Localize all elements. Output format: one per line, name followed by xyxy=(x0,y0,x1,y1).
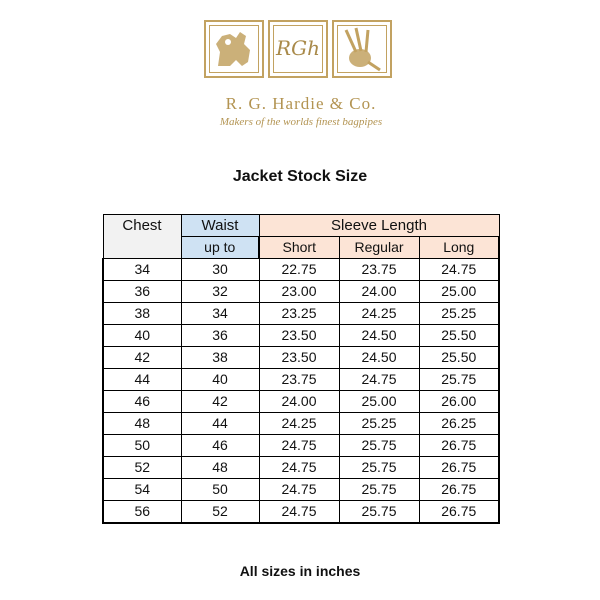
cell-regular: 25.75 xyxy=(339,435,419,457)
cell-waist: 46 xyxy=(181,435,259,457)
brand-name: R. G. Hardie & Co. xyxy=(225,94,377,113)
brand-tagline: Makers of the worlds finest bagpipes xyxy=(219,116,383,128)
cell-long: 26.00 xyxy=(419,391,499,413)
header-chest: Chest xyxy=(103,215,181,259)
cell-regular: 24.50 xyxy=(339,347,419,369)
size-table xyxy=(102,214,500,524)
footer-note: All sizes in inches xyxy=(239,563,361,579)
header-waist: Waist xyxy=(181,215,259,237)
cell-long: 26.75 xyxy=(419,501,499,524)
cell-short: 24.00 xyxy=(259,391,339,413)
cell-chest: 38 xyxy=(103,303,181,325)
cell-waist: 40 xyxy=(181,369,259,391)
cell-chest: 50 xyxy=(103,435,181,457)
cell-short: 23.50 xyxy=(259,347,339,369)
table-row xyxy=(103,435,499,457)
cell-chest: 46 xyxy=(103,391,181,413)
cell-waist: 32 xyxy=(181,281,259,303)
cell-short: 24.75 xyxy=(259,457,339,479)
cell-waist: 38 xyxy=(181,347,259,369)
cell-chest: 48 xyxy=(103,413,181,435)
cell-long: 25.50 xyxy=(419,325,499,347)
table-row xyxy=(103,501,499,524)
cell-short: 23.50 xyxy=(259,325,339,347)
cell-long: 26.25 xyxy=(419,413,499,435)
cell-long: 26.75 xyxy=(419,479,499,501)
cell-regular: 25.75 xyxy=(339,501,419,524)
cell-regular: 24.00 xyxy=(339,281,419,303)
header-sleeve-length: Sleeve Length xyxy=(259,215,499,237)
cell-regular: 25.75 xyxy=(339,457,419,479)
brand-logo xyxy=(196,16,406,134)
header-short: Short xyxy=(259,237,339,259)
cell-chest: 42 xyxy=(103,347,181,369)
cell-short: 24.25 xyxy=(259,413,339,435)
cell-regular: 24.75 xyxy=(339,369,419,391)
cell-chest: 40 xyxy=(103,325,181,347)
cell-short: 23.25 xyxy=(259,303,339,325)
table-row xyxy=(103,413,499,435)
cell-regular: 23.75 xyxy=(339,259,419,281)
cell-regular: 25.25 xyxy=(339,413,419,435)
header-waist-sub: up to xyxy=(181,237,259,259)
cell-long: 24.75 xyxy=(419,259,499,281)
cell-long: 25.00 xyxy=(419,281,499,303)
cell-long: 25.75 xyxy=(419,369,499,391)
monogram-tile xyxy=(268,20,328,78)
cell-long: 26.75 xyxy=(419,435,499,457)
cell-chest: 54 xyxy=(103,479,181,501)
cell-waist: 44 xyxy=(181,413,259,435)
table-row xyxy=(103,369,499,391)
cell-waist: 30 xyxy=(181,259,259,281)
cell-waist: 50 xyxy=(181,479,259,501)
monogram-text: RGh xyxy=(276,36,320,60)
cell-short: 24.75 xyxy=(259,435,339,457)
cell-waist: 36 xyxy=(181,325,259,347)
cell-waist: 48 xyxy=(181,457,259,479)
cell-waist: 34 xyxy=(181,303,259,325)
cell-long: 25.50 xyxy=(419,347,499,369)
cell-chest: 44 xyxy=(103,369,181,391)
cell-short: 24.75 xyxy=(259,479,339,501)
table-row xyxy=(103,457,499,479)
table-row xyxy=(103,281,499,303)
table-row xyxy=(103,303,499,325)
cell-regular: 25.75 xyxy=(339,479,419,501)
table-row xyxy=(103,325,499,347)
cell-waist: 42 xyxy=(181,391,259,413)
cell-short: 24.75 xyxy=(259,501,339,524)
table-row xyxy=(103,391,499,413)
cell-chest: 52 xyxy=(103,457,181,479)
header-long: Long xyxy=(419,237,499,259)
page-title: Jacket Stock Size xyxy=(232,168,368,185)
table-row xyxy=(103,347,499,369)
cell-waist: 52 xyxy=(181,501,259,524)
cell-regular: 24.50 xyxy=(339,325,419,347)
table-row xyxy=(103,479,499,501)
header-regular: Regular xyxy=(339,237,419,259)
cell-chest: 56 xyxy=(103,501,181,524)
cell-long: 25.25 xyxy=(419,303,499,325)
cell-long: 26.75 xyxy=(419,457,499,479)
cell-regular: 24.25 xyxy=(339,303,419,325)
cell-regular: 25.00 xyxy=(339,391,419,413)
lion-crest-icon xyxy=(204,20,264,78)
cell-chest: 36 xyxy=(103,281,181,303)
cell-chest: 34 xyxy=(103,259,181,281)
cell-short: 23.00 xyxy=(259,281,339,303)
logo-tiles xyxy=(200,20,396,84)
bagpipe-icon xyxy=(332,20,392,78)
cell-short: 23.75 xyxy=(259,369,339,391)
table-row xyxy=(103,259,499,281)
cell-short: 22.75 xyxy=(259,259,339,281)
